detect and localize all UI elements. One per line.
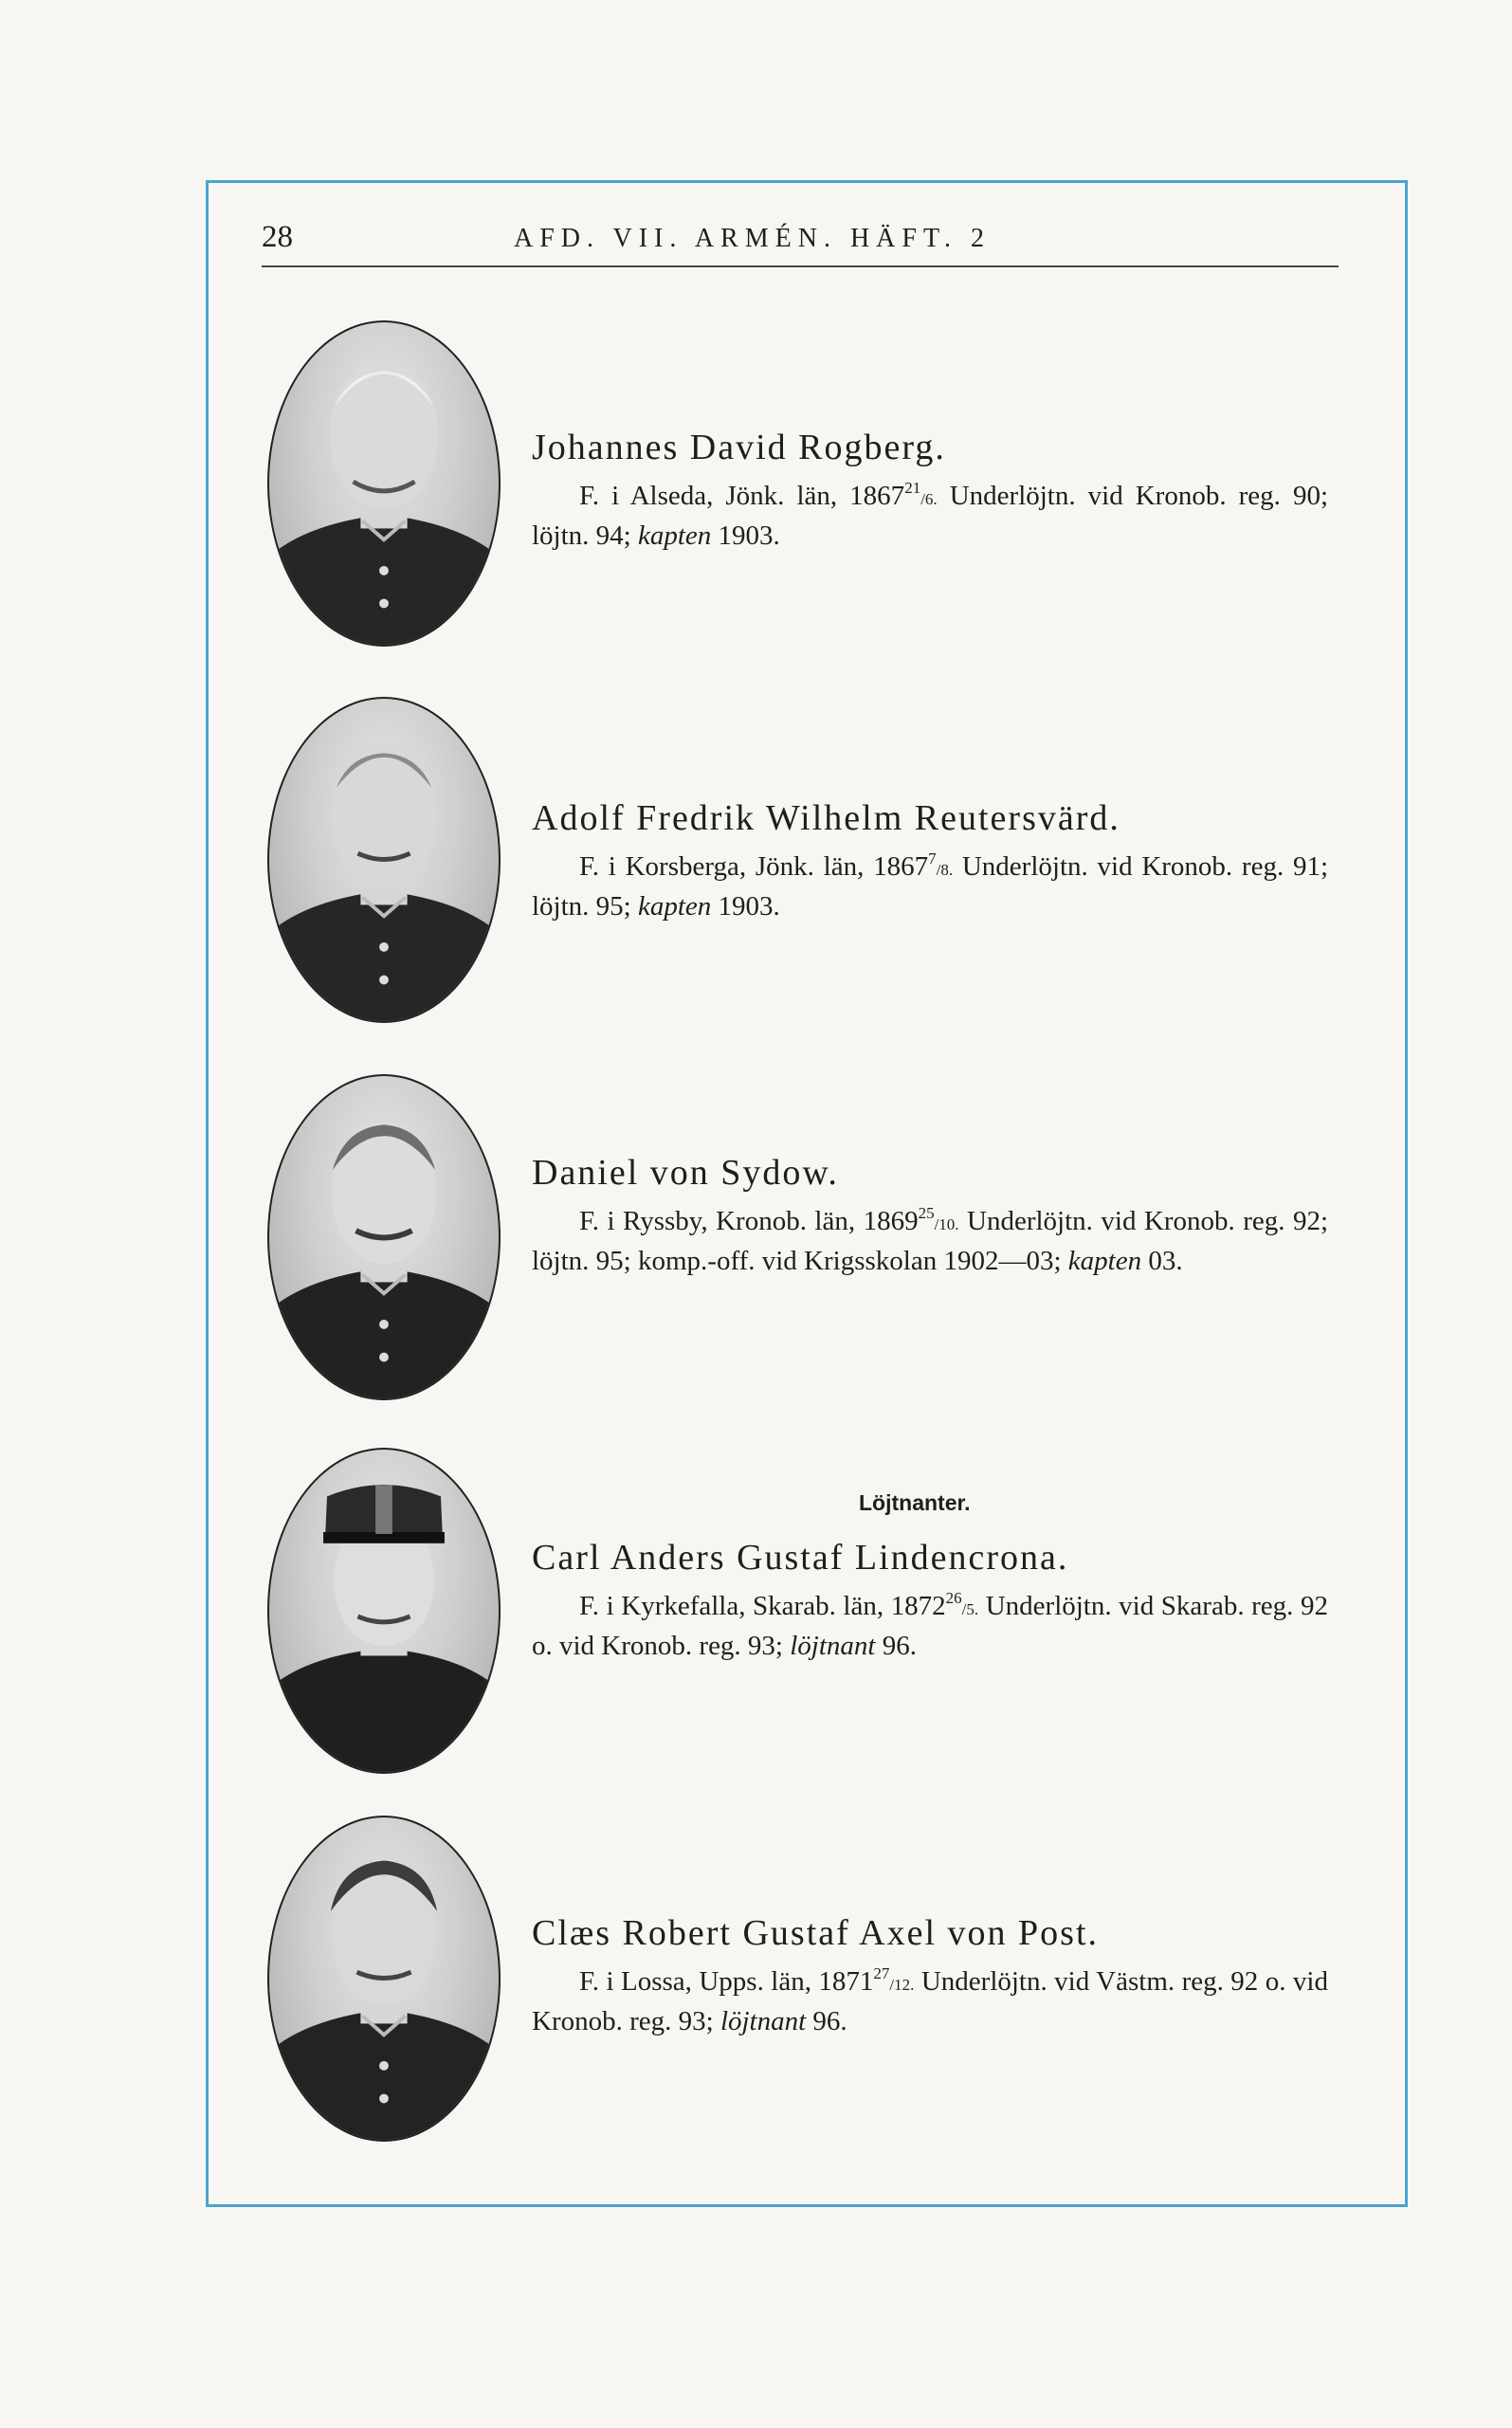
rank-year: 96. <box>882 1631 917 1661</box>
page-header <box>262 220 1339 267</box>
officer-bio <box>532 1537 1328 1664</box>
officer-entry-von-post <box>262 1816 1342 2157</box>
officer-details <box>532 1588 1328 1664</box>
rank: löjtnant <box>720 2006 807 2036</box>
officer-name: Johannes David Rogberg. <box>532 428 946 467</box>
birth-day: 27 <box>873 1964 890 1982</box>
officer-bio <box>532 1152 1328 1279</box>
section-heading-lieutenants: Löjtnanter. <box>859 1490 971 1515</box>
career-text: Underlöjtn. vid Kronob. reg. 92; löjtn. 95; komp.-off. vid Krigsskolan 1902—03; <box>532 1206 1329 1276</box>
officer-bio <box>532 797 1328 924</box>
rank-year: 1903. <box>718 520 780 551</box>
officer-details <box>532 478 1328 554</box>
birth-month: /5. <box>961 1600 979 1618</box>
officer-details <box>532 1963 1328 2039</box>
birth-month: /10. <box>934 1215 959 1233</box>
officer-name: Adolf Fredrik Wilhelm Reutersvärd. <box>532 798 1120 838</box>
birth-text: F. i Korsberga, Jönk. län, 1867 <box>579 851 929 882</box>
officer-details <box>532 1203 1328 1279</box>
portrait-photo <box>267 320 501 647</box>
rank-year: 96. <box>812 2006 847 2036</box>
officer-name: Daniel von Sydow. <box>532 1153 839 1193</box>
career-text: Underlöjtn. vid Kronob. reg. 91; löjtn. 95; <box>532 851 1329 922</box>
portrait-photo <box>267 1448 501 1774</box>
officer-bio <box>532 427 1328 554</box>
birth-day: 21 <box>904 479 921 497</box>
birth-text: F. i Kyrkefalla, Skarab. län, 1872 <box>579 1591 946 1621</box>
birth-text: F. i Ryssby, Kronob. län, 1869 <box>579 1206 919 1236</box>
birth-month: /8. <box>936 861 954 879</box>
birth-day: 7 <box>928 849 937 867</box>
birth-month: /6. <box>920 490 938 508</box>
portrait-photo <box>267 697 501 1023</box>
birth-text: F. i Lossa, Upps. län, 1871 <box>579 1966 874 1997</box>
career-text: Underlöjtn. vid Skarab. reg. 92 o. vid Kronob. reg. 93; <box>532 1591 1329 1661</box>
running-head: AFD. VII. ARMÉN. HÄFT. 2 <box>514 224 991 253</box>
birth-month: /12. <box>889 1976 915 1994</box>
career-text: Underlöjtn. vid Kronob. reg. 90; löjtn. 94; <box>532 481 1328 551</box>
officer-name: Carl Anders Gustaf Lindencrona. <box>532 1538 1069 1578</box>
rank: kapten <box>637 520 712 551</box>
birth-text: F. i Alseda, Jönk. län, 1867 <box>579 481 905 511</box>
officer-entry-von-sydow <box>262 1074 1342 1415</box>
portrait-photo <box>267 1816 501 2142</box>
rank-year: 1903. <box>718 891 780 922</box>
officer-entry-rogberg <box>262 320 1342 662</box>
rank: löjtnant <box>790 1631 876 1661</box>
officer-entry-lindencrona <box>262 1448 1342 1789</box>
officer-entry-reutersvard <box>262 697 1342 1038</box>
rank: kapten <box>1067 1246 1142 1276</box>
officer-details <box>532 849 1328 924</box>
career-text: Underlöjtn. vid Västm. reg. 92 o. vid Kronob. reg. 93; <box>532 1966 1328 2036</box>
birth-day: 25 <box>918 1204 935 1222</box>
birth-day: 26 <box>945 1589 962 1607</box>
officer-name: Clæs Robert Gustaf Axel von Post. <box>532 1913 1100 1953</box>
rank: kapten <box>637 891 712 922</box>
officer-bio <box>532 1912 1328 2039</box>
rank-year: 03. <box>1148 1246 1183 1276</box>
page-number: 28 <box>262 220 293 254</box>
portrait-photo <box>267 1074 501 1400</box>
